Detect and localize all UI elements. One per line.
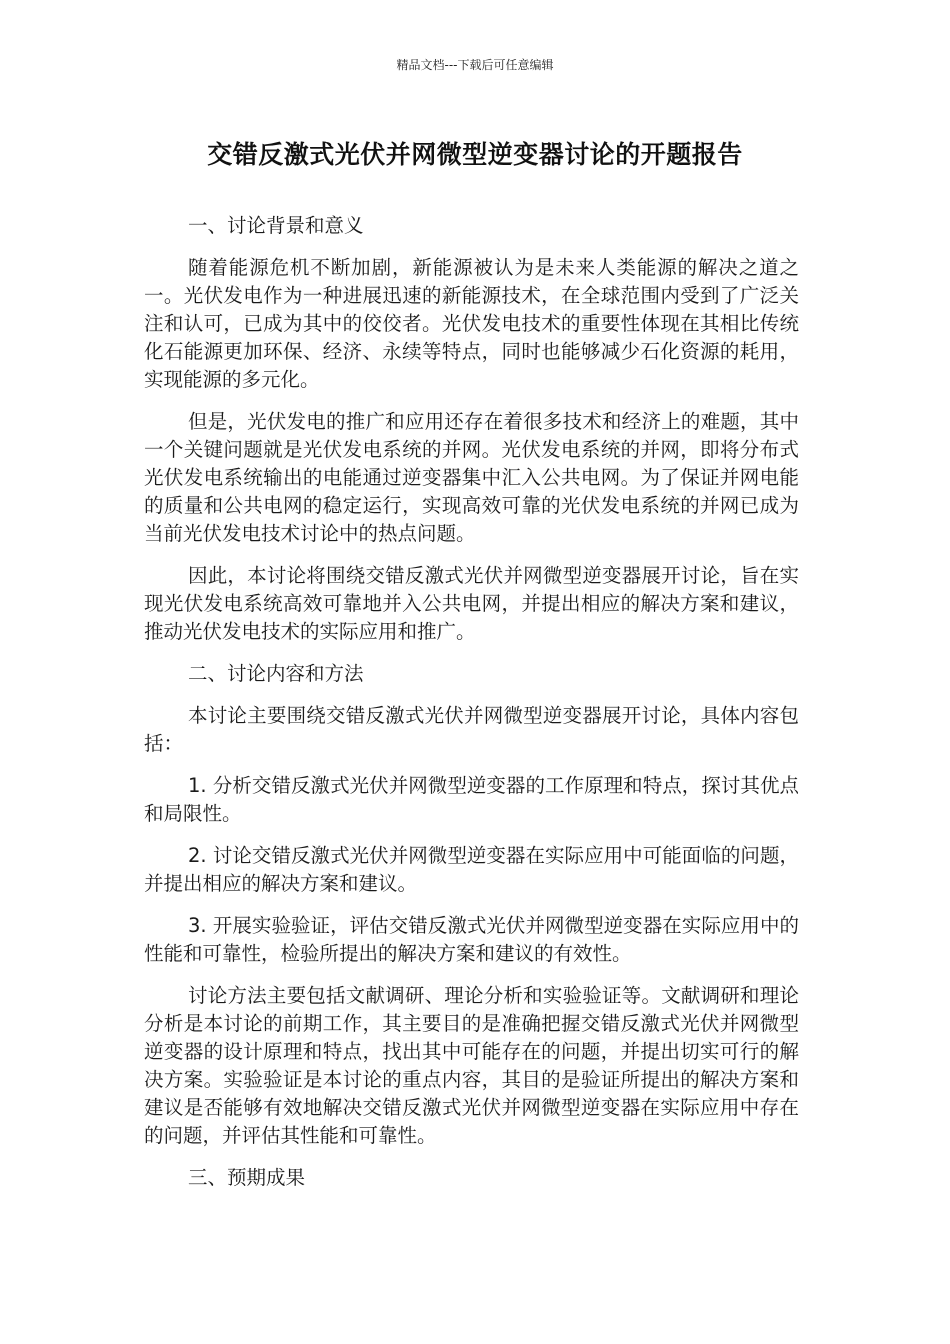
paragraph-background-2: 但是，光伏发电的推广和应用还存在着很多技术和经济上的难题，其中一个关键问题就是光伏发电系统的并网。光伏发电系统的并网，即将分布式光伏发电系统输出的电能通过逆变器集中汇入公共电网。为了保证并网电能的质量和公共电网的稳定运行，实现高效可靠的光伏发电系统的并网已成为当前光伏发电技术讨论中的热点问题。 bbox=[144, 410, 799, 545]
paragraph-background-3: 因此，本讨论将围绕交错反激式光伏并网微型逆变器展开讨论，旨在实现光伏发电系统高效可靠地并入公共电网，并提出相应的解决方案和建议，推动光伏发电技术的实际应用和推广。 bbox=[144, 564, 799, 643]
list-item-3: 3. 开展实验验证，评估交错反激式光伏并网微型逆变器在实际应用中的性能和可靠性，检验所提出的解决方案和建议的有效性。 bbox=[144, 914, 799, 965]
section-heading-expected-results: 三、预期成果 bbox=[188, 1166, 306, 1189]
list-item-2: 2. 讨论交错反激式光伏并网微型逆变器在实际应用中可能面临的问题，并提出相应的解决方案和建议。 bbox=[144, 844, 799, 895]
document-title: 交错反激式光伏并网微型逆变器讨论的开题报告 bbox=[207, 140, 743, 169]
section-heading-content-method: 二、讨论内容和方法 bbox=[188, 662, 364, 685]
page-header: 精品文档---下载后可任意编辑 bbox=[396, 58, 554, 72]
paragraph-background-1: 随着能源危机不断加剧，新能源被认为是未来人类能源的解决之道之一。光伏发电作为一种进展迅速的新能源技术，在全球范围内受到了广泛关注和认可，已成为其中的佼佼者。光伏发电技术的重要性体现在其相比传统化石能源更加环保、经济、永续等特点，同时也能够减少石化资源的耗用，实现能源的多元化。 bbox=[144, 256, 799, 391]
paragraph-content-intro: 本讨论主要围绕交错反激式光伏并网微型逆变器展开讨论，具体内容包括： bbox=[144, 704, 799, 755]
paragraph-methods: 讨论方法主要包括文献调研、理论分析和实验验证等。文献调研和理论分析是本讨论的前期工作，其主要目的是准确把握交错反激式光伏并网微型逆变器的设计原理和特点，找出其中可能存在的问题，并提出切实可行的解决方案。实验验证是本讨论的重点内容，其目的是验证所提出的解决方案和建议是否能够有效地解决交错反激式光伏并网微型逆变器在实际应用中存在的问题，并评估其性能和可靠性。 bbox=[144, 984, 799, 1147]
list-item-1: 1. 分析交错反激式光伏并网微型逆变器的工作原理和特点，探讨其优点和局限性。 bbox=[144, 774, 799, 825]
document-body bbox=[144, 212, 799, 1206]
section-heading-background: 一、讨论背景和意义 bbox=[188, 214, 364, 237]
